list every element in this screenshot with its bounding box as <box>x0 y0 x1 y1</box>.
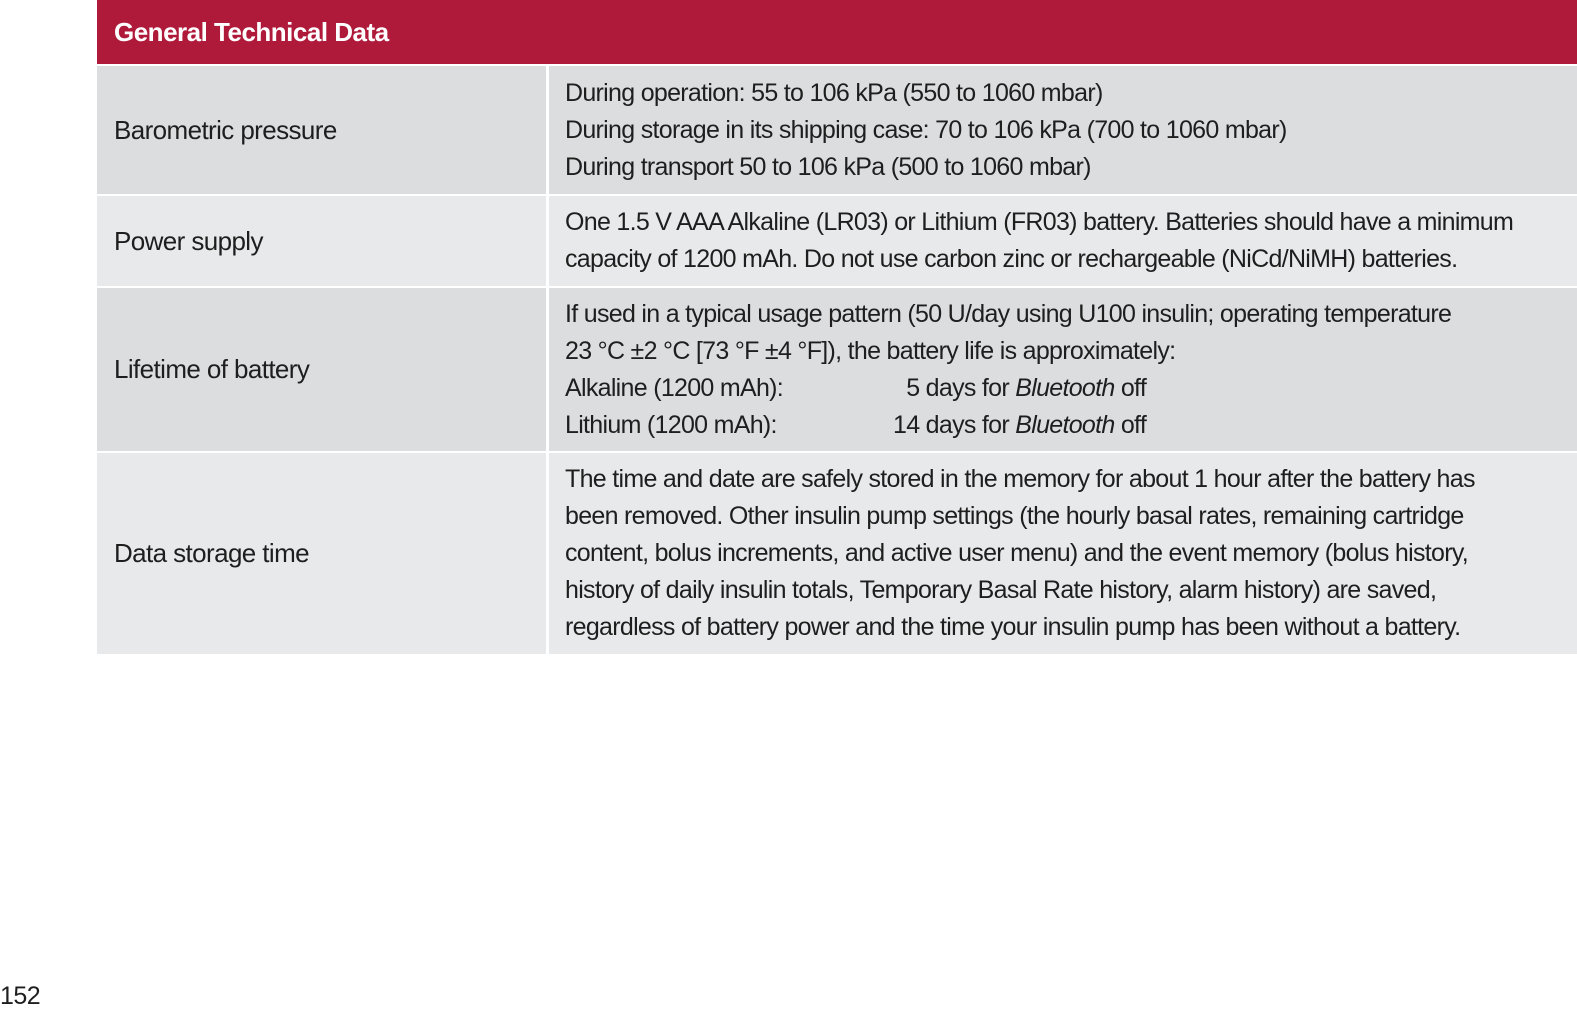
bluetooth-term: Bluetooth <box>1015 410 1115 439</box>
value-line: history of daily insulin totals, Temporary Basal Rate history, alarm history) are saved, <box>565 576 1437 604</box>
table-row-power-supply <box>97 194 1577 286</box>
value-line: The time and date are safely stored in the memory for about 1 hour after the battery has <box>565 465 1475 493</box>
off-term: off <box>1120 373 1147 402</box>
table-row-battery-lifetime <box>97 286 1577 451</box>
off-term: off <box>1120 410 1147 439</box>
value-line: If used in a typical usage pattern (50 U/day using U100 insulin; operating temperature <box>565 299 1452 328</box>
battery-days: 5 days for <box>906 373 1009 402</box>
value-line: During storage in its shipping case: 70 to 106 kPa (700 to 1060 mbar) <box>565 115 1287 144</box>
row-value <box>546 196 1577 286</box>
row-value <box>546 66 1577 194</box>
battery-type-label: Lithium (1200 mAh): <box>565 410 777 439</box>
table-title: General Technical Data <box>97 0 1577 64</box>
value-line: During operation: 55 to 106 kPa (550 to 1060 mbar) <box>565 78 1103 107</box>
value-line: been removed. Other insulin pump settings (the hourly basal rates, remaining cartridge <box>565 502 1464 530</box>
page-number: 152 <box>0 982 41 1010</box>
battery-days: 14 days for <box>893 410 1009 439</box>
value-line: regardless of battery power and the time your insulin pump has been without a battery. <box>565 613 1461 641</box>
value-line: 23 °C ±2 °C [73 °F ±4 °F]), the battery life is approximately: <box>565 336 1176 365</box>
value-line: content, bolus increments, and active user menu) and the event memory (bolus history, <box>565 539 1469 567</box>
row-label: Data storage time <box>114 538 310 568</box>
value-line: One 1.5 V AAA Alkaline (LR03) or Lithium (FR03) battery. Batteries should have a minimum <box>565 208 1514 236</box>
table-row-barometric-pressure <box>97 64 1577 194</box>
row-value <box>546 288 1577 451</box>
row-label: Lifetime of battery <box>114 354 310 384</box>
alkaline-battery-life <box>565 370 1563 407</box>
value-line: capacity of 1200 mAh. Do not use carbon zinc or rechargeable (NiCd/NiMH) batteries. <box>565 245 1458 273</box>
value-line: During transport 50 to 106 kPa (500 to 1060 mbar) <box>565 152 1091 181</box>
row-label: Power supply <box>114 225 263 256</box>
row-label: Barometric pressure <box>114 114 337 145</box>
table-row-data-storage-time <box>97 451 1577 654</box>
technical-data-table <box>97 0 1577 654</box>
bluetooth-term: Bluetooth <box>1015 373 1115 402</box>
battery-type-label: Alkaline (1200 mAh): <box>565 373 784 402</box>
row-value <box>546 453 1577 654</box>
lithium-battery-life <box>565 407 1563 444</box>
